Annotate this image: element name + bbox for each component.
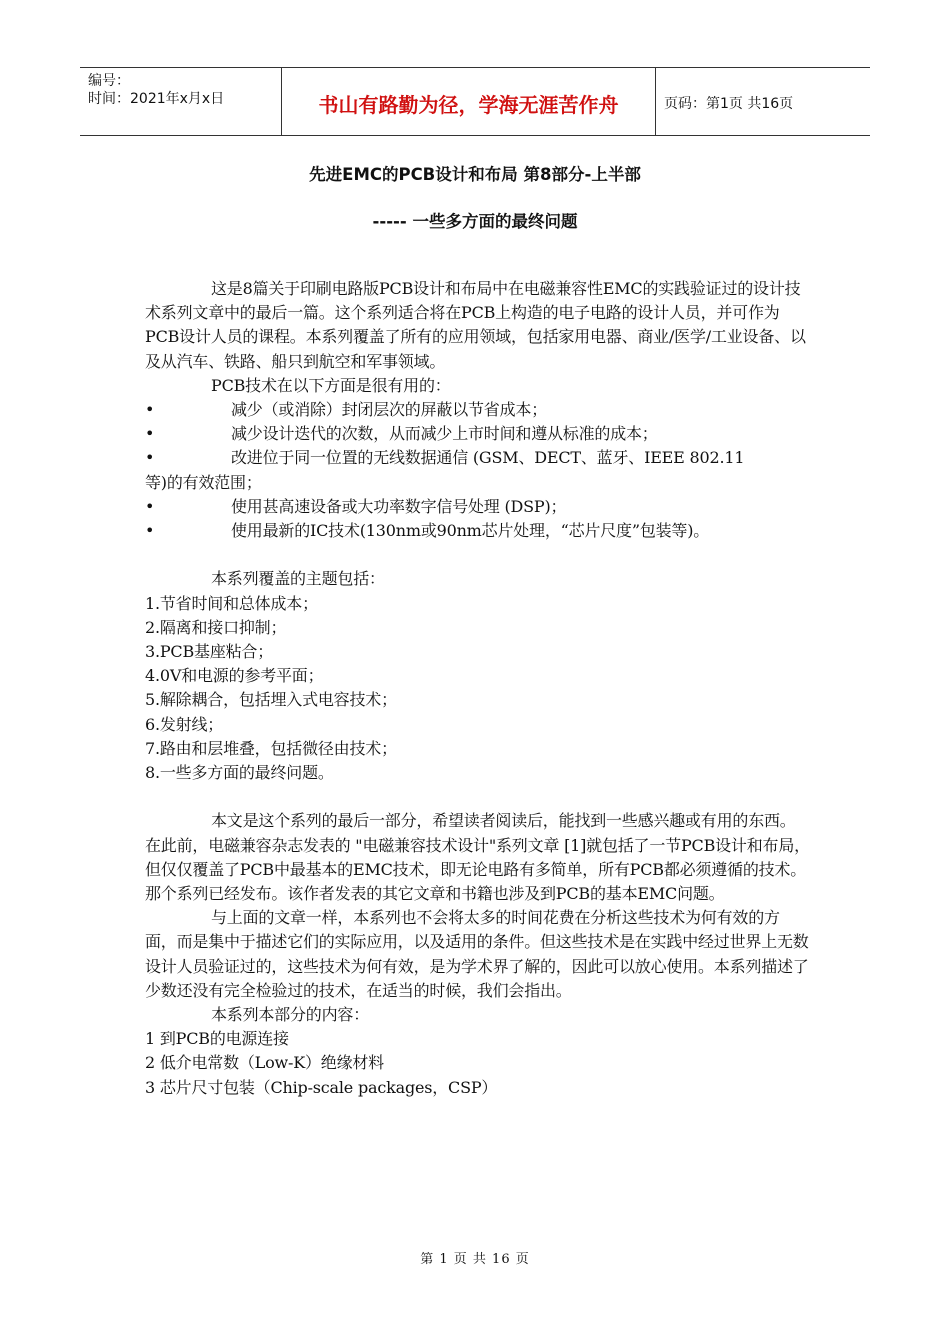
bullet-item <box>145 495 810 519</box>
useful-lead: PCB技术在以下方面是很有用的： <box>211 375 451 395</box>
page-footer: 第 1 页 共 16 页 <box>420 1252 530 1267</box>
bullet-dot: • <box>145 521 155 541</box>
topic-item: 5.解除耦合，包括埋入式电容技术； <box>145 690 397 710</box>
topic-item: 7.路由和层堆叠，包括微径由技术； <box>145 738 397 758</box>
document-body <box>145 277 810 1100</box>
topic-item: 1.节省时间和总体成本； <box>145 593 318 613</box>
contents-lead: 本系列本部分的内容： <box>211 1005 370 1025</box>
bullet-item <box>145 422 810 446</box>
bullet-item <box>145 446 810 470</box>
bullet-dot: • <box>145 448 155 468</box>
topics-lead: 本系列覆盖的主题包括： <box>211 569 385 589</box>
contents-item: 2 低介电常数（Low-K）绝缘材料 <box>145 1053 384 1073</box>
document-number-label: 编号： <box>88 73 130 89</box>
bullet-dot: • <box>145 424 155 444</box>
topic-item: 2.隔离和接口抑制； <box>145 617 287 637</box>
header-motto: 书山有路勤为径，学海无涯苦作舟 <box>282 68 656 135</box>
bullet-text: 使用最新的IC技术(130nm或90nm芯片处理，“芯片尺度”包装等)。 <box>231 521 710 541</box>
bullet-item <box>145 519 810 543</box>
topic-item: 8.一些多方面的最终问题。 <box>145 763 334 783</box>
topic-item: 6.发射线； <box>145 714 224 734</box>
contents-item: 1 到PCB的电源连接 <box>145 1029 289 1049</box>
bullet-dot: • <box>145 400 155 420</box>
topic-item: 3.PCB基座粘合； <box>145 642 274 662</box>
document-time-label: 时间：2021年x月x日 <box>88 91 225 107</box>
page-header <box>80 67 870 136</box>
header-page-info: 页码：第1页 共16页 <box>664 95 794 112</box>
contents-item: 3 芯片尺寸包装（Chip-scale packages，CSP） <box>145 1077 498 1097</box>
body-paragraph: 与上面的文章一样，本系列也不会将太多的时间花费在分析这些技术为何有效的方面，而是集中于描述它们的实际应用，以及适用的条件。但这些技术是在实践中经过世界上无数设计人员验证过的，这些技术为何有效，是为学术界了解的，因此可以放心使用。本系列描述了少数还没有完全检验过的技术，在适当的时候，我们会指出。 <box>145 908 809 1000</box>
header-meta <box>80 68 282 135</box>
topic-item: 4.0V和电源的参考平面； <box>145 666 324 686</box>
bullet-text: 改进位于同一位置的无线数据通信 (GSM、DECT、蓝牙、IEEE 802.11 <box>231 448 745 468</box>
bullet-text: 减少设计迭代的次数，从而减少上市时间和遵从标准的成本； <box>231 424 658 444</box>
bullet-continuation: 等)的有效范围； <box>145 472 262 492</box>
intro-paragraph: 这是8篇关于印刷电路版PCB设计和布局中在电磁兼容性EMC的实践验证过的设计技术系列文章中的最后一篇。这个系列适合将在PCB上构造的电子电路的设计人员，并可作为PCB设计人员的课程。本系列覆盖了所有的应用领域，包括家用电器、商业/医学/工业设备、以及从汽车、铁路、船只到航空和军事领域。 <box>145 279 806 371</box>
bullet-text: 减少（或消除）封闭层次的屏蔽以节省成本； <box>231 400 548 420</box>
bullet-item <box>145 398 810 422</box>
document-title: 先进EMC的PCB设计和布局 第8部分-上半部 <box>309 165 641 184</box>
body-paragraph: 本文是这个系列的最后一部分，希望读者阅读后，能找到一些感兴趣或有用的东西。 <box>211 811 796 831</box>
bullet-dot: • <box>145 496 155 516</box>
bullet-text: 使用甚高速设备或大功率数字信号处理 (DSP)； <box>231 496 567 516</box>
body-paragraph: 在此前，电磁兼容杂志发表的 "电磁兼容技术设计"系列文章 [1]就包括了一节PCB设计和布局，但仅仅覆盖了PCB中最基本的EMC技术，即无论电路有多简单，所有PCB都必须遵循的技术。那个系列已经发布。该作者发表的其它文章和书籍也涉及到PCB的基本EMC问题。 <box>145 835 810 904</box>
document-subtitle: ----- 一些多方面的最终问题 <box>372 212 578 231</box>
